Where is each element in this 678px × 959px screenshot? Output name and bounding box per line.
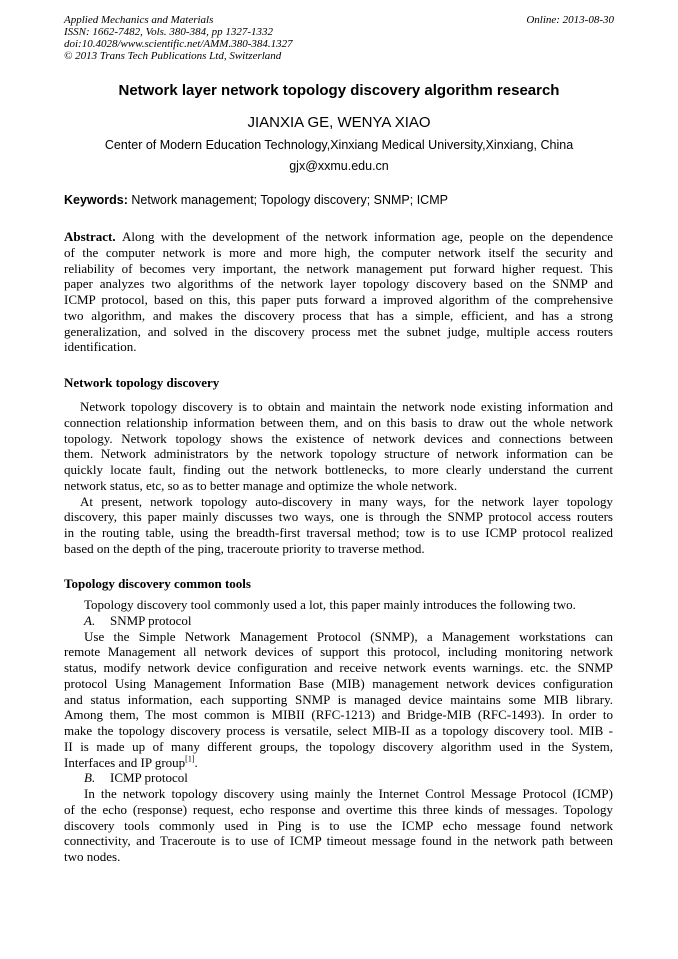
- paragraph-line: them. Network administrators by the network topology structure of network information can be: [64, 446, 613, 462]
- section2-intro: Topology discovery tool commonly used a lot, this paper mainly introduces the following two.: [84, 597, 576, 612]
- paragraph-line: At present, network topology auto-discovery in many ways, for the network layer topology: [80, 493, 613, 509]
- subsection-a-letter: A.: [84, 612, 96, 628]
- paragraph-line: Among them, The most common is MIBII (RFC-1213) and Bridge-MIB (RFC-1493). In order to: [64, 707, 613, 723]
- paragraph-line: protocol Using Management Information Base (MIB) management network devices configuration: [64, 675, 613, 691]
- citation-ref[interactable]: [1]: [185, 754, 195, 764]
- abstract-line: paper analyzes two algorithms of the network layer topology discovery based on the SNMP and: [64, 276, 613, 292]
- doi: doi:10.4028/www.scientific.net/AMM.380-384.1327: [64, 38, 293, 50]
- copyright: © 2013 Trans Tech Publications Ltd, Switzerland: [64, 50, 282, 62]
- abstract-line: two algorithm, and makes the discovery process that has a simple, efficient, and has a strong: [64, 307, 613, 323]
- paragraph-line: of the echo (response) request, echo response and overtime this three kinds of messages. Topology: [64, 801, 613, 817]
- keywords-text: Network management; Topology discovery; SNMP; ICMP: [131, 193, 448, 207]
- paragraph-line: based on the depth of the ping, traceroute priority to traverse method.: [64, 540, 425, 556]
- section1-body: [64, 399, 613, 557]
- subsection-b-letter: B.: [84, 770, 96, 786]
- authors: JIANXIA GE, WENYA XIAO: [247, 114, 431, 131]
- line-text: Interfaces and IP group: [64, 754, 186, 770]
- abstract-line: reliability of becomes very important, the network management put forward higher request. This: [64, 260, 613, 276]
- subsection-b-title: ICMP protocol: [110, 770, 188, 786]
- online-date: Online: 2013-08-30: [526, 14, 614, 26]
- paragraph-line: discovery, this paper mainly discusses two ways, one is through the SNMP protocol access routers: [64, 509, 613, 525]
- keywords-label: Keywords:: [64, 193, 128, 207]
- paragraph-line: [64, 755, 613, 771]
- subsection-a-heading: [64, 613, 613, 629]
- paragraph-line: connection relationship information between them, and on this basis to draw out the whole network: [64, 414, 613, 430]
- email: gjx@xxmu.edu.cn: [289, 159, 389, 173]
- journal-name: Applied Mechanics and Materials: [64, 14, 214, 26]
- section2-body: [64, 597, 613, 865]
- keywords: [64, 193, 448, 207]
- paper-title: Network layer network topology discovery algorithm research: [118, 82, 560, 99]
- paragraph-line: two nodes.: [64, 849, 121, 864]
- abstract-line: of the computer network is more and more high, the computer network itself the security and: [64, 244, 613, 260]
- subsection-b-heading: [64, 770, 613, 786]
- paragraph-line: network status, etc, so as to better manage and optimize the whole network.: [64, 477, 458, 493]
- snmp-paragraph: [64, 629, 613, 755]
- abstract: [64, 229, 613, 355]
- icmp-paragraph: [64, 786, 613, 865]
- paragraph-line: Network topology discovery is to obtain and maintain the network node existing information and: [80, 399, 613, 414]
- section-heading-topology-discovery: Network topology discovery: [64, 375, 220, 390]
- paragraph-line: In the network topology discovery using mainly the Internet Control Message Protocol (ICMP): [84, 786, 613, 801]
- paragraph-line: discovery tools commonly used in Ping is to use the ICMP echo message found network: [64, 817, 613, 833]
- paragraph-line: and status information, each supporting SNMP is managed device maintains some MIB library.: [64, 691, 613, 707]
- subsection-a-title: SNMP protocol: [110, 612, 192, 628]
- abstract-line: Abstract. Along with the development of the network information age, people on the dependence: [64, 229, 613, 244]
- paragraph-line: in the routing table, using the breadth-first traversal method; tow is to use ICMP protocol realized: [64, 525, 613, 540]
- paragraph-line: status, modify network device configuration and receive network events warnings. etc. the SNMP: [64, 660, 613, 675]
- abstract-line: generalization, and solved in the discovery process met the subnet judge, multiple access routers: [64, 323, 613, 339]
- issn: ISSN: 1662-7482, Vols. 380-384, pp 1327-1332: [64, 26, 273, 38]
- journal-header: [64, 14, 293, 62]
- paragraph-line: quickly locate fault, finding out the network bottlenecks, to more clearly understand the current: [64, 462, 613, 477]
- line-end: .: [194, 754, 198, 770]
- abstract-line: ICMP protocol, based on this, this paper puts forward a improved algorithm of the comprehensive: [64, 292, 613, 307]
- paragraph-line: II is made up of many different groups, the topology discovery algorithm used in the System,: [64, 738, 613, 754]
- affiliation: Center of Modern Education Technology,Xinxiang Medical University,Xinxiang, China: [104, 138, 574, 152]
- paragraph-line: topology. Network topology shows the existence of network devices and connections between: [64, 430, 613, 446]
- paragraph-line: remote Management all network devices of support this protocol, including monitoring network: [64, 644, 613, 660]
- paragraph-line: Use the Simple Network Management Protocol (SNMP), a Management workstations can: [84, 628, 613, 644]
- paragraph-line: make the topology discovery process is versatile, select MIB-II as a topology discovery tool. MIB -: [64, 723, 613, 738]
- paragraph-line: connectivity, and Traceroute is to use of ICMP timeout message found in the network path between: [64, 833, 613, 849]
- abstract-line: identification.: [64, 339, 137, 355]
- section-heading-common-tools: Topology discovery common tools: [64, 576, 251, 591]
- abstract-label: Abstract.: [64, 229, 122, 244]
